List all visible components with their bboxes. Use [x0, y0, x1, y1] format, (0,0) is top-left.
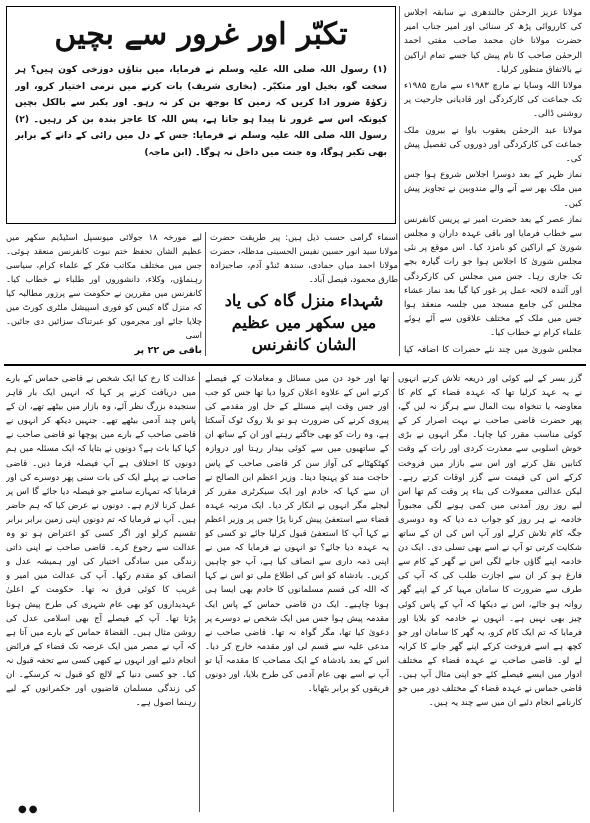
- hadith-text: (۱) رسول اللہ صلی اللہ علیہ وسلم نے فرمایا، میں بتاؤں دوزخی کون ہیں؟ ہر سخت گو، بخیل اور متکبّر۔ (بخاری شریف) بات کرنے میں نرمی اختیار کرو، اور زکوٰۃ ضرور ادا کریں کہ زمین کا بوجھ بن کر نہ رہو۔ اور بکبر سے بالکل بچیں کیونکہ اس سے غرور نا پیدا ہو جاتا ہے، پس اللہ کا عاجز بندہ بن کر رہیں۔ (۲) رسول اللہ صلی اللہ علیہ وسلم نے فرمایا: جس کے دل میں رائی کے دانے کے برابر بھی تکبر ہوگا، وہ جنت میں داخل نہ ہوگا۔ (ابن ماجہ): [15, 64, 387, 158]
- article-text: گزر بسر کے لیے کوئی اور ذریعہ تلاش کرتے انہوں نے یہ عہد کرلیا تھا کہ عہدہ قضاء کے کام کا معاوضہ یا تنخواہ بیت المال سے ہرگز نہ لیں گے، پھر حضرت قاضی صاحب نے بہت اصرار کر کے کوئی مناسب مقرر کیا چاہا۔ مگر انہوں نے بڑی خوش اسلوبی سے معذرت کردی اور رات کے وقت کتابیں نقل کرتے اور اس سے بازار میں فروخت کرکے اس کی قیمت سے گزر اوقات کرتے رہے۔ لیکن عدالتی معمولات کی بناء پر وقت کم تھا اس لیے روز روز آمدنی میں کمی ہونے لگی مجبوراً خادمہ نے ہر روز کو جواب دے دیا کہ وہ دوسری جگہ کام تلاش کرلے اور آپ اس کی ان کے ساتھ شکایت کرتی تو آپ نے اسے بھی تسلی دی۔ ایک دن خادمہ اپنے گاؤں جانے لگی اس نے گھر کے کام سے فارغ ہو کر ان سے اجازت طلب کی کہ آپ کی طرف سے ضرورت کا سامان مہیا کر کے اپنے گھر روانہ ہو جائے، اس نے دیکھا کہ آپ کے پاس کوئی چیز بھی نہیں ہے۔ انہوں نے خادمہ کو بلایا اور فرمایا کہ تم ایک کام کرو، یہ گھر کا سامان اور جو کچھ ہے اسے فروخت کرکے اپنے گھر جانے کا کرایہ لے لو۔ قاضی صاحب نے عہدہ قضاء کے مختلف ادوار میں ایسے فیصلے کئے جو اپنی مثال آپ ہیں۔ قاضی حماس نے عہدہ قضاء کے مختلف دور میں جو کارنامے انجام دئیے ان میں سے چند یہ ہیں۔: [398, 374, 582, 709]
- top-section: [0, 0, 590, 362]
- article-text: تھا اور خود دن میں مسائل و معاملات کے فیصلے کرتے اس کے علاوہ اعلان کروا دیا تھا جس کو جب اور جس وقت اپنے مسئلے کے حل اور مقدمے کی پیروی کرنے کی ضرورت ہو تو بلا روک ٹوک آسکتا ہے، وہ رات کو بھی جاگتے رہتے اور ان کے ساتھ ان کے ساتھیوں میں سے کوئی بیدار رہتا اور دروازہ کھٹکھٹانے کی آواز سن کر قاضی صاحب کے پاس حاجت مند کو پہنچا دیتا۔ وزیر اعظم ابن الصالح نے ان سے کہا کہ خادم اور ایک سیکرٹری مقرر کر لیجئے مگر انہوں نے انکار کر دیا۔ ایک مرتبہ عہدہ قضاء سے استعفیٰ پیش کرنا پڑا جس پر وزیر اعظم نے کہا آپ کا استعفیٰ قبول کرلیا جائے تو کسی کو یہ عہدہ دیا جائے؟ تو انہوں نے فرمایا کہ میں نے اپنی ذمہ داری سے انصاف کیا ہے، آپ جو چاہیں کریں۔ بادشاہ کو اس کی اطلاع ملی تو اس نے کہا کہ اللہ کی قسم مسلمانوں کا خادم بھی ایسا ہی ہونا چاہیے۔ ایک دن قاضی حماس کے پاس ایک مقدمہ پیش ہوا جس میں ایک شخص نے دوسرے پر دعویٰ کیا تھا، مگر گواہ نہ تھا۔ قاضی صاحب نے مدعی علیہ سے قسم لی اور مقدمہ خارج کر دیا۔ اس کے بعد بادشاہ کے ایک مصاحب کا مقدمہ آیا تو آپ نے اسے بھی عام آدمی کی طرح بلایا، اور دونوں فریقوں کو برابر بٹھایا۔: [205, 374, 389, 695]
- report-paragraph: نماز عصر کے بعد حضرت امیر نے پریس کانفرنس سے خطاب فرمایا اور باقی عہدہ داران و مجلس شوریٰ کے اراکین کو نامزد کیا۔ اس موقع پر نئی مجلس شوریٰ کا اجلاس ہوا جو رات گیارہ بجے تک جاری رہا۔ جس میں مجلس کی کارکردگی اور آئندہ لائحہ عمل پر غور کیا گیا بعد نماز عشاء مجلس کی جامع مسجد میں جلسہ منعقد ہوا جس میں ملک کے مختلف علاقوں سے آئے ہوئے علماء کرام نے خطاب کیا۔: [404, 214, 582, 339]
- names-paragraph: اسماء گرامی حسب ذیل ہیں: پیر طریقت حضرت مولانا سید انور حسین نفیس الحسینی مدظلہ، حضرت مولانا احمد میاں حمادی، سندھ ٹنڈو آدم، صاحبزادہ طارق محمود، فیصل آباد۔: [210, 232, 398, 284]
- article-column-middle: [205, 372, 389, 812]
- conference-body: لیے مورخہ ۱۸ جولائی میونسپل اسٹیڈیم سکھر میں عظیم الشان تحفظ ختم نبوت کانفرنس منعقد ہوئی۔ جس میں مختلف مکاتب فکر کے علماء کرام، سیاسی رہنماؤں، وکلاء، دانشوروں اور طلباء نے خطاب کیا۔ کانفرنس میں مقررین نے حکومت سے پرزور مطالبہ کیا کہ منزل گاہ کیس کو فوری اسپیشل ملٹری کورٹ میں چلایا جائے اور مجرموں کو عبرتناک سزائیں دی جائیں۔ اسی: [6, 232, 202, 340]
- article-column-right: [398, 372, 582, 812]
- article-column-left: [6, 372, 196, 812]
- meeting-report-column: [404, 6, 582, 354]
- continued-note: باقی ص ۲۲ پر: [134, 345, 202, 356]
- conference-news-column: [210, 230, 398, 358]
- report-paragraph: مولانا اللہ وسایا نے مارچ ۱۹۸۳ء سے مارچ ۱۹۸۵ء تک جماعت کی کارکردگی اور قادیانی جارحیت پر روشنی ڈالی۔: [404, 81, 582, 120]
- section-divider: [4, 364, 586, 366]
- hadith-box-title: تکبّر اور غرور سے بچیں: [54, 17, 348, 52]
- conference-continuation-column: [6, 230, 202, 358]
- column-divider: [393, 372, 394, 812]
- report-paragraph: مولانا عزیز الرحمٰن جالندھری نے سابقہ اجلاس کی کارروائی پڑھ کر سنائی اور امیر جناب امیر حضرت مولانا خان محمد صاحب مفتی احمد الرحمٰن صاحب کا نام پیش کیا جسے تمام اراکین نے بالاتفاق منظور کرلیا۔: [404, 8, 582, 75]
- report-paragraph: نماز ظہر کے بعد دوسرا اجلاس شروع ہوا جس میں ملک بھر سے آنے والے مندوبین نے تجاویز پیش کیں۔: [404, 170, 582, 209]
- column-divider: [199, 372, 200, 812]
- report-paragraph: مجلس شوریٰ میں چند نئے حضرات کا اضافہ کیا: [404, 344, 582, 354]
- article-text: عدالت کا رخ کیا ایک شخص نے قاضی حماس کے بارے میں دریافت کرنے پر کہا کہ انہیں ایک بار قاہر سنجیدہ بزرگ نظر آئے، وہ بازار میں بیٹھے تھے، ان کے پاس چند آدمی بیٹھے تھے۔ جنہیں دیکھ کر انہوں نے قاضی صاحب کے بارے میں پوچھا تو قاضی صاحب نے کہا کیا بات ہے؟ دونوں نے بتایا کہ ایک مسئلہ میں ہم دونوں کا اختلاف ہے آپ فیصلہ فرما دیں۔ قاضی صاحب نے پہلے ایک کی بات سنی پھر دوسرے کی اور فرمایا کہ تمہارے سامنے جو فیصلہ دیا جائے گا اس پر عمل کرنا لازم ہے۔ دونوں نے عرض کیا کہ ہم حاضر ہیں۔ آپ نے فرمایا کہ تم دونوں اپنی زمین برابر برابر تقسیم کرلو اور اگر کسی کو اعتراض ہو تو وہ عدالت سے رجوع کرے۔ قاضی صاحب نے اپنی ذاتی زندگی میں سادگی اختیار کی اور ہمیشہ عدل و انصاف کو مقدم رکھا۔ آپ کی عدالت میں امیر و غریب کا کوئی فرق نہ تھا۔ حکومت کے اعلیٰ عہدیداروں کو بھی عام شہری کی طرح پیش ہونا پڑتا تھا۔ آپ کے فیصلے آج بھی اسلامی عدل کی روشن مثال ہیں۔ القضاۃ حماس کے بارے میں آتا ہے کہ آپ نے مصر میں ایک عرصہ تک قضاء کے فرائض انجام دئیے اور انہوں نے کبھی کسی سے تحفہ قبول نہ کیا۔ جو کسی دنیا کے لالچ کو قبول نہ کرسکے۔ ان کی زندگی مسلمان قاضیوں اور حکمرانوں کے لیے رہنما اصول ہے۔: [6, 374, 196, 709]
- conference-headline: شہداء منزل گاہ کی یاد میں سکھر میں عظیم الشان کانفرنس: [224, 291, 384, 354]
- report-paragraph: مولانا عبد الرحمٰن یعقوب باوا نے بیرون ملک جماعت کی کارکردگی اور دوروں کی تفصیل پیش کی۔: [404, 125, 582, 165]
- column-divider: [399, 6, 400, 356]
- footer-dots: ●●: [18, 804, 40, 815]
- hadith-box: [6, 6, 396, 224]
- column-divider: [205, 232, 206, 356]
